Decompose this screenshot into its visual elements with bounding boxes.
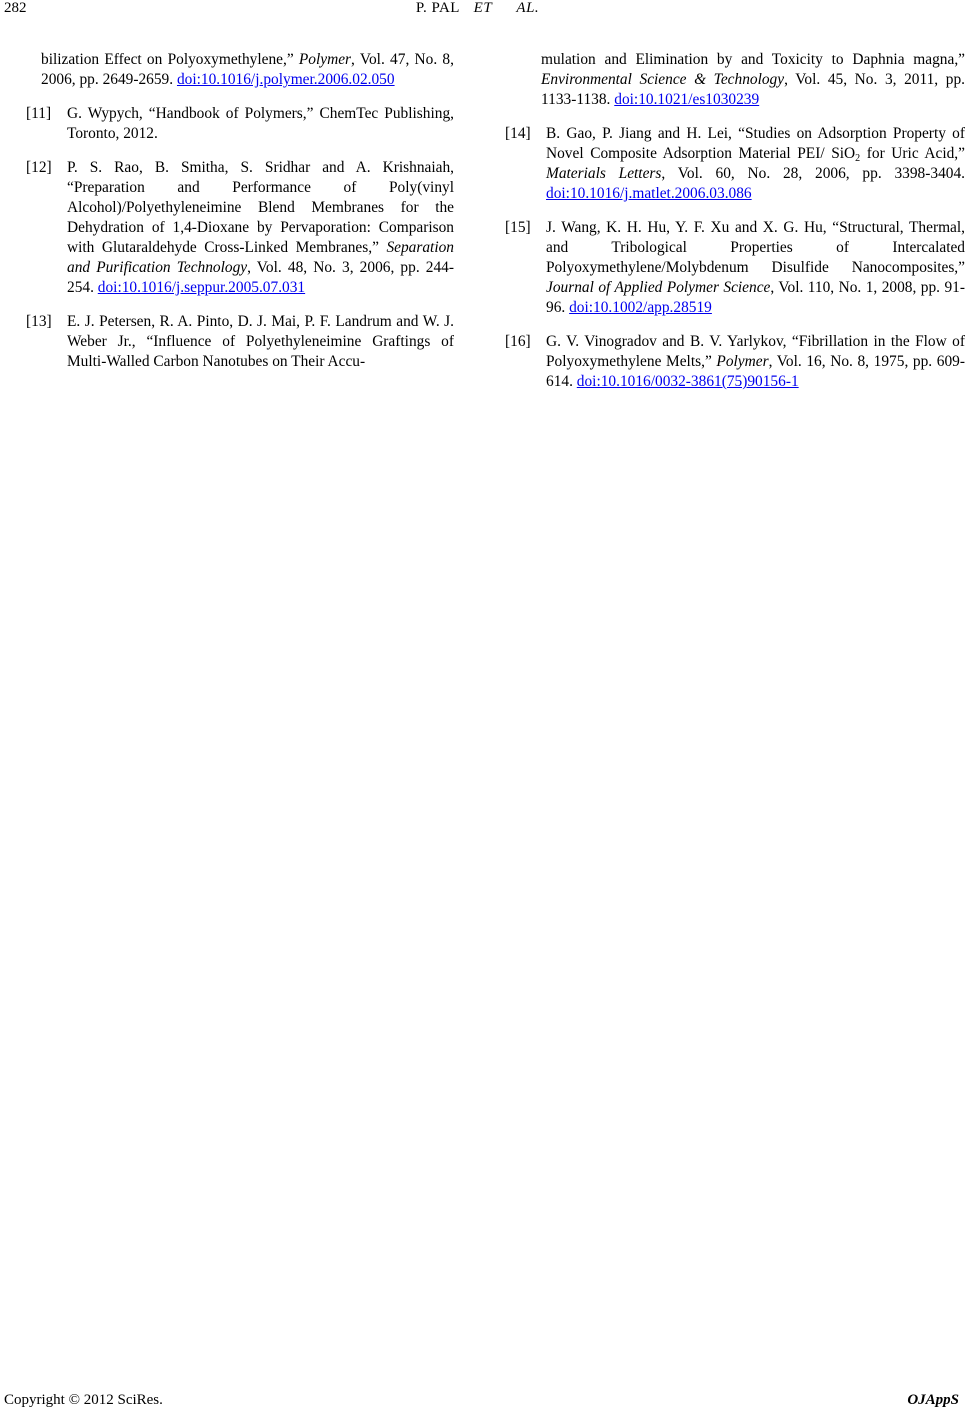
reference-number: [16] xyxy=(505,333,531,350)
reference-text: G. Wypych, “Handbook of Polymers,” ChemTec Publishing, Toronto, 2012. xyxy=(67,105,454,142)
reference-number: [15] xyxy=(505,219,531,236)
reference-text: , Vol. 110, No. 1, 2008, pp. 91-96. xyxy=(546,279,965,316)
reference-text: B. Gao, P. Jiang and H. Lei, “Studies on Adsorption Property of Novel Composite Adsorption Material PEI/ SiO xyxy=(546,125,965,162)
doi-link[interactable]: doi:10.1016/j.polymer.2006.02.050 xyxy=(176,71,395,88)
doi-link[interactable]: doi:10.1016/j.seppur.2005.07.031 xyxy=(97,279,306,296)
reference-text: J. Wang, K. H. Hu, Y. F. Xu and X. G. Hu, “Structural, Thermal, and Tribological Properties of Intercalated Polyoxymethylene/Molybdenum Disulfide Nanocomposites,” xyxy=(546,219,965,276)
reference-journal: Separation and Purification Technology xyxy=(67,239,454,276)
reference-text: , Vol. 47, No. 8, 2006, pp. 2649-2659. xyxy=(41,51,454,88)
reference-number: [12] xyxy=(26,159,52,176)
journal-abbreviation: OJAppS xyxy=(907,1392,959,1408)
reference-journal: Polymer xyxy=(298,51,352,68)
reference-journal: Materials Letters xyxy=(546,165,662,182)
reference-text: E. J. Petersen, R. A. Pinto, D. J. Mai, P. F. Landrum and W. J. Weber Jr., “Influence of Polyethyleneimine Graftings of Multi-Walled Carbon Nanotubes on Their Accu- xyxy=(67,313,454,370)
reference-item-13 xyxy=(26,312,454,372)
reference-text: for Uric Acid,” xyxy=(860,145,965,162)
reference-item-12 xyxy=(26,158,454,298)
reference-continuation xyxy=(541,50,965,110)
running-head-al: AL. xyxy=(516,0,540,16)
reference-journal: Journal of Applied Polymer Science xyxy=(546,279,771,296)
copyright-notice: Copyright © 2012 SciRes. xyxy=(4,1392,163,1408)
doi-link[interactable]: doi:10.1016/0032-3861(75)90156-1 xyxy=(576,373,799,390)
running-head-author: P. PAL xyxy=(415,0,460,16)
doi-link[interactable]: doi:10.1021/es1030239 xyxy=(614,91,760,108)
right-column xyxy=(505,50,965,406)
left-column xyxy=(26,50,454,386)
reference-number: [13] xyxy=(26,313,52,330)
reference-text: , Vol. 45, No. 3, 2011, pp. 1133-1138. xyxy=(541,71,965,108)
reference-text: , Vol. 16, No. 8, 1975, pp. 609-614. xyxy=(546,353,965,390)
reference-text: bilization Effect on Polyoxymethylene,” xyxy=(41,51,299,68)
running-head xyxy=(0,0,965,17)
page-number: 282 xyxy=(4,0,27,16)
reference-number: [11] xyxy=(26,105,52,122)
reference-continuation xyxy=(41,50,454,90)
doi-link[interactable]: doi:10.1002/app.28519 xyxy=(569,299,712,316)
reference-item-11 xyxy=(26,104,454,144)
reference-item-14 xyxy=(505,124,965,204)
running-head-et: ET xyxy=(473,0,493,16)
reference-number: [14] xyxy=(505,125,531,142)
reference-journal: Polymer xyxy=(716,353,769,370)
doi-link[interactable]: doi:10.1016/j.matlet.2006.03.086 xyxy=(546,185,752,202)
reference-text: , Vol. 60, No. 28, 2006, pp. 3398-3404. xyxy=(661,165,965,182)
subscript: 2 xyxy=(855,153,861,164)
reference-item-16 xyxy=(505,332,965,392)
reference-text: P. S. Rao, B. Smitha, S. Sridhar and A. Krishnaiah, “Preparation and Performance of Poly(vinyl Alcohol)/Polyethyleneimine Blend Membranes for the Dehydration of 1,4-Dioxane by Pervaporation: Comparison with Glutaraldehyde Cross-Linked Membranes,” xyxy=(67,159,454,256)
reference-journal: Environmental Science & Technology xyxy=(541,71,785,88)
reference-text: , Vol. 48, No. 3, 2006, pp. 244-254. xyxy=(67,259,454,296)
reference-text: mulation and Elimination by and Toxicity to Daphnia magna,” xyxy=(541,51,965,68)
reference-item-15 xyxy=(505,218,965,318)
reference-text: G. V. Vinogradov and B. V. Yarlykov, “Fibrillation in the Flow of Polyoxymethylene Melts,” xyxy=(546,333,965,370)
